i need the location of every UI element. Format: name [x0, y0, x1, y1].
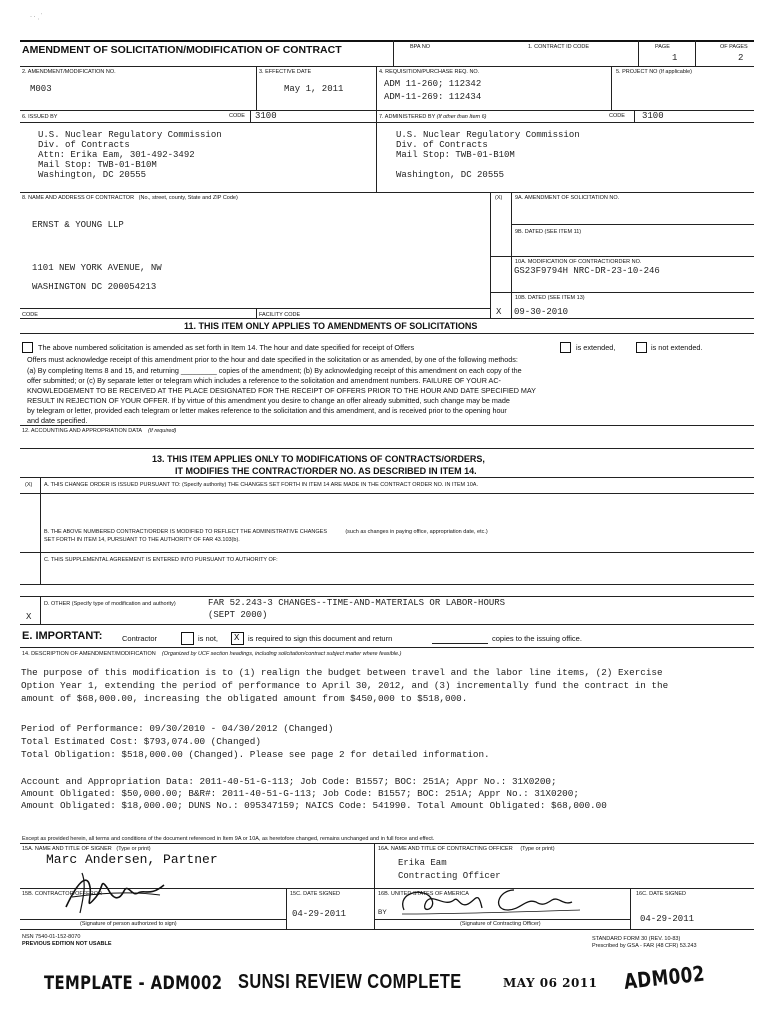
- contractor-offeror-label: 15B. CONTRACTOR/OFFEROR: [22, 891, 102, 897]
- item-13d: D. OTHER (Specify type of modification and authority): [44, 601, 176, 607]
- by-label: BY: [378, 909, 387, 916]
- contractor-address-2: WASHINGTON DC 200054213: [32, 282, 157, 292]
- contract-id-label: 1. CONTRACT ID CODE: [528, 44, 590, 50]
- item-10-mark: X: [496, 307, 502, 317]
- issued-code-label: CODE: [229, 113, 245, 119]
- item-14-label: 14. DESCRIPTION OF AMENDMENT/MODIFICATION (Organized by UCF section headings, including solicitation/contract subject matter where feasible.): [22, 651, 402, 657]
- item-10a-label: 10A. MODIFICATION OF CONTRACT/ORDER NO.: [515, 259, 642, 265]
- requisition-line-1: ADM 11-260; 112342: [384, 79, 482, 89]
- item-13d-mark: X: [26, 612, 32, 622]
- contracting-officer-signature: [396, 880, 586, 924]
- administered-by-label: 7. ADMINISTERED BY (If other than Item 6): [379, 114, 487, 120]
- contractor-address-1: 1101 NEW YORK AVENUE, NW: [32, 263, 162, 273]
- amendment-no-label: 2. AMENDMENT/MODIFICATION NO.: [22, 69, 116, 75]
- bpa-label: BPA NO: [410, 44, 431, 50]
- standard-form: STANDARD FORM 30 (REV. 10-83): [592, 936, 681, 942]
- item-13b-line-1: B. THE ABOVE NUMBERED CONTRACT/ORDER IS MODIFIED TO REFLECT THE ADMINISTRATIVE CHANGES (such as changes in paying office, appropriation date, etc.): [44, 529, 488, 535]
- page-number: 1: [672, 53, 678, 63]
- scan-dots: · · ˌ ˙: [30, 14, 43, 20]
- not-extended-label: is not extended.: [651, 343, 703, 352]
- item-13d-value-2: (SEPT 2000): [208, 610, 268, 620]
- contractor-label: 8. NAME AND ADDRESS OF CONTRACTOR (No., street, county, State and ZIP Code): [22, 195, 238, 201]
- extended-label: is extended,: [576, 343, 616, 352]
- except-note: Except as provided herein, all terms and conditions of the document referenced in Item 9A or 10A, as heretofore changed, remains unchanged and in full force and effect.: [22, 836, 435, 842]
- item-11-line-1: The above numbered solicitation is amended as set forth in Item 14. The hour and date specified for receipt of Offers: [38, 343, 415, 352]
- not-extended-checkbox[interactable]: [636, 342, 647, 353]
- effective-date-label: 3. EFFECTIVE DATE: [259, 69, 312, 75]
- important-copies: copies to the issuing office.: [492, 634, 582, 643]
- sunsi-stamp: SUNSI REVIEW COMPLETE: [238, 971, 462, 993]
- important-text: is required to sign this document and return: [248, 634, 393, 643]
- item-13-heading-2: IT MODIFIES THE CONTRACT/ORDER NO. AS DESCRIBED IN ITEM 14.: [175, 466, 477, 476]
- is-required-checkbox[interactable]: X: [231, 632, 244, 645]
- item-11-checkbox[interactable]: [22, 342, 33, 353]
- contractor-name: ERNST & YOUNG LLP: [32, 220, 124, 230]
- of-pages-label: OF PAGES: [720, 44, 748, 50]
- template-stamp: TEMPLATE - ADM002: [44, 972, 223, 994]
- requisition-line-2: ADM-11-269: 112434: [384, 92, 482, 102]
- accounting-label: 12. ACCOUNTING AND APPROPRIATION DATA (If required): [22, 428, 177, 434]
- facility-code-label: FACILITY CODE: [259, 312, 301, 318]
- adm-stamp: ADM002: [622, 961, 706, 994]
- admin-code: 3100: [642, 111, 664, 121]
- contractor-signature: [60, 867, 170, 926]
- project-no-label: 5. PROJECT NO (If applicable): [616, 69, 693, 75]
- item-9b-label: 9B. DATED (SEE ITEM 11): [515, 229, 582, 235]
- of-pages-number: 2: [738, 53, 744, 63]
- issued-by-label: 6. ISSUED BY: [22, 114, 58, 120]
- item-13a: A. THIS CHANGE ORDER IS ISSUED PURSUANT TO: (Specify authority) THE CHANGES SET FORTH IN ITEM 14 ARE MADE IN THE CONTRACT ORDER NO. IN ITEM 10A.: [44, 482, 478, 488]
- is-not-checkbox[interactable]: [181, 632, 194, 645]
- contracting-officer-name: Erika Eam: [398, 858, 447, 868]
- item-10b-label: 10B. DATED (SEE ITEM 13): [515, 295, 585, 301]
- item-9a-label: 9A. AMENDMENT OF SOLICITATION NO.: [515, 195, 620, 201]
- amendment-no: M003: [30, 84, 52, 94]
- important-label: E. IMPORTANT:: [22, 630, 103, 642]
- item-13c: C. THIS SUPPLEMENTAL AGREEMENT IS ENTERED INTO PURSUANT TO AUTHORITY OF:: [44, 557, 278, 563]
- nsn: NSN 7540-01-152-8070: [22, 934, 81, 940]
- item-13-heading-1: 13. THIS ITEM APPLIES ONLY TO MODIFICATIONS OF CONTRACTS/ORDERS,: [152, 454, 485, 464]
- issued-code: 3100: [255, 111, 277, 121]
- officer-signature-label: (Signature of Contracting Officer): [460, 921, 541, 927]
- signer-name: Marc Andersen, Partner: [46, 852, 218, 867]
- effective-date: May 1, 2011: [284, 84, 344, 94]
- date-signed-16c-label: 16C. DATE SIGNED: [636, 891, 687, 897]
- previous-edition: PREVIOUS EDITION NOT USABLE: [22, 941, 112, 947]
- item-13-x-label: (X): [25, 482, 33, 488]
- important-contractor: Contractor: [122, 634, 158, 643]
- signer-label: 15A. NAME AND TITLE OF SIGNER (Type or print): [22, 846, 151, 852]
- form-title: AMENDMENT OF SOLICITATION/MODIFICATION OF CONTRACT: [22, 44, 342, 56]
- item-13b-line-2: SET FORTH IN ITEM 14, PURSUANT TO THE AUTHORITY OF FAR 43.103(b).: [44, 537, 240, 543]
- item-10b-value: 09-30-2010: [514, 307, 569, 317]
- date-signed-16c: 04-29-2011: [640, 914, 695, 924]
- requisition-label: 4. REQUISITION/PURCHASE REQ. NO.: [379, 69, 480, 75]
- page-label: PAGE: [655, 44, 670, 50]
- item-11-heading: 11. THIS ITEM ONLY APPLIES TO AMENDMENTS OF SOLICITATIONS: [184, 321, 478, 331]
- contractor-signature-label: (Signature of person authorized to sign): [80, 921, 177, 927]
- x-column-label: (X): [495, 195, 503, 201]
- contracting-officer-title: Contracting Officer: [398, 871, 501, 881]
- date-signed-15c-label: 15C. DATE SIGNED: [290, 891, 341, 897]
- admin-code-label: CODE: [609, 113, 625, 119]
- usa-label: 16B. UNITED STATES OF AMERICA: [378, 891, 469, 897]
- prescribed-by: Prescribed by GSA - FAR (48 CFR) 53.243: [592, 943, 697, 949]
- extended-checkbox[interactable]: [560, 342, 571, 353]
- item-13d-value-1: FAR 52.243-3 CHANGES--TIME-AND-MATERIALS OR LABOR-HOURS: [208, 598, 506, 608]
- contracting-officer-label: 16A. NAME AND TITLE OF CONTRACTING OFFICER (Type or print): [378, 846, 555, 852]
- contractor-code-label: CODE: [22, 312, 38, 318]
- date-signed-15c: 04-29-2011: [292, 909, 347, 919]
- date-stamp: MAY 06 2011: [503, 976, 598, 990]
- is-not-label: is not,: [198, 634, 219, 643]
- item-10a-value: GS23F9794H NRC-DR-23-10-246: [514, 266, 660, 276]
